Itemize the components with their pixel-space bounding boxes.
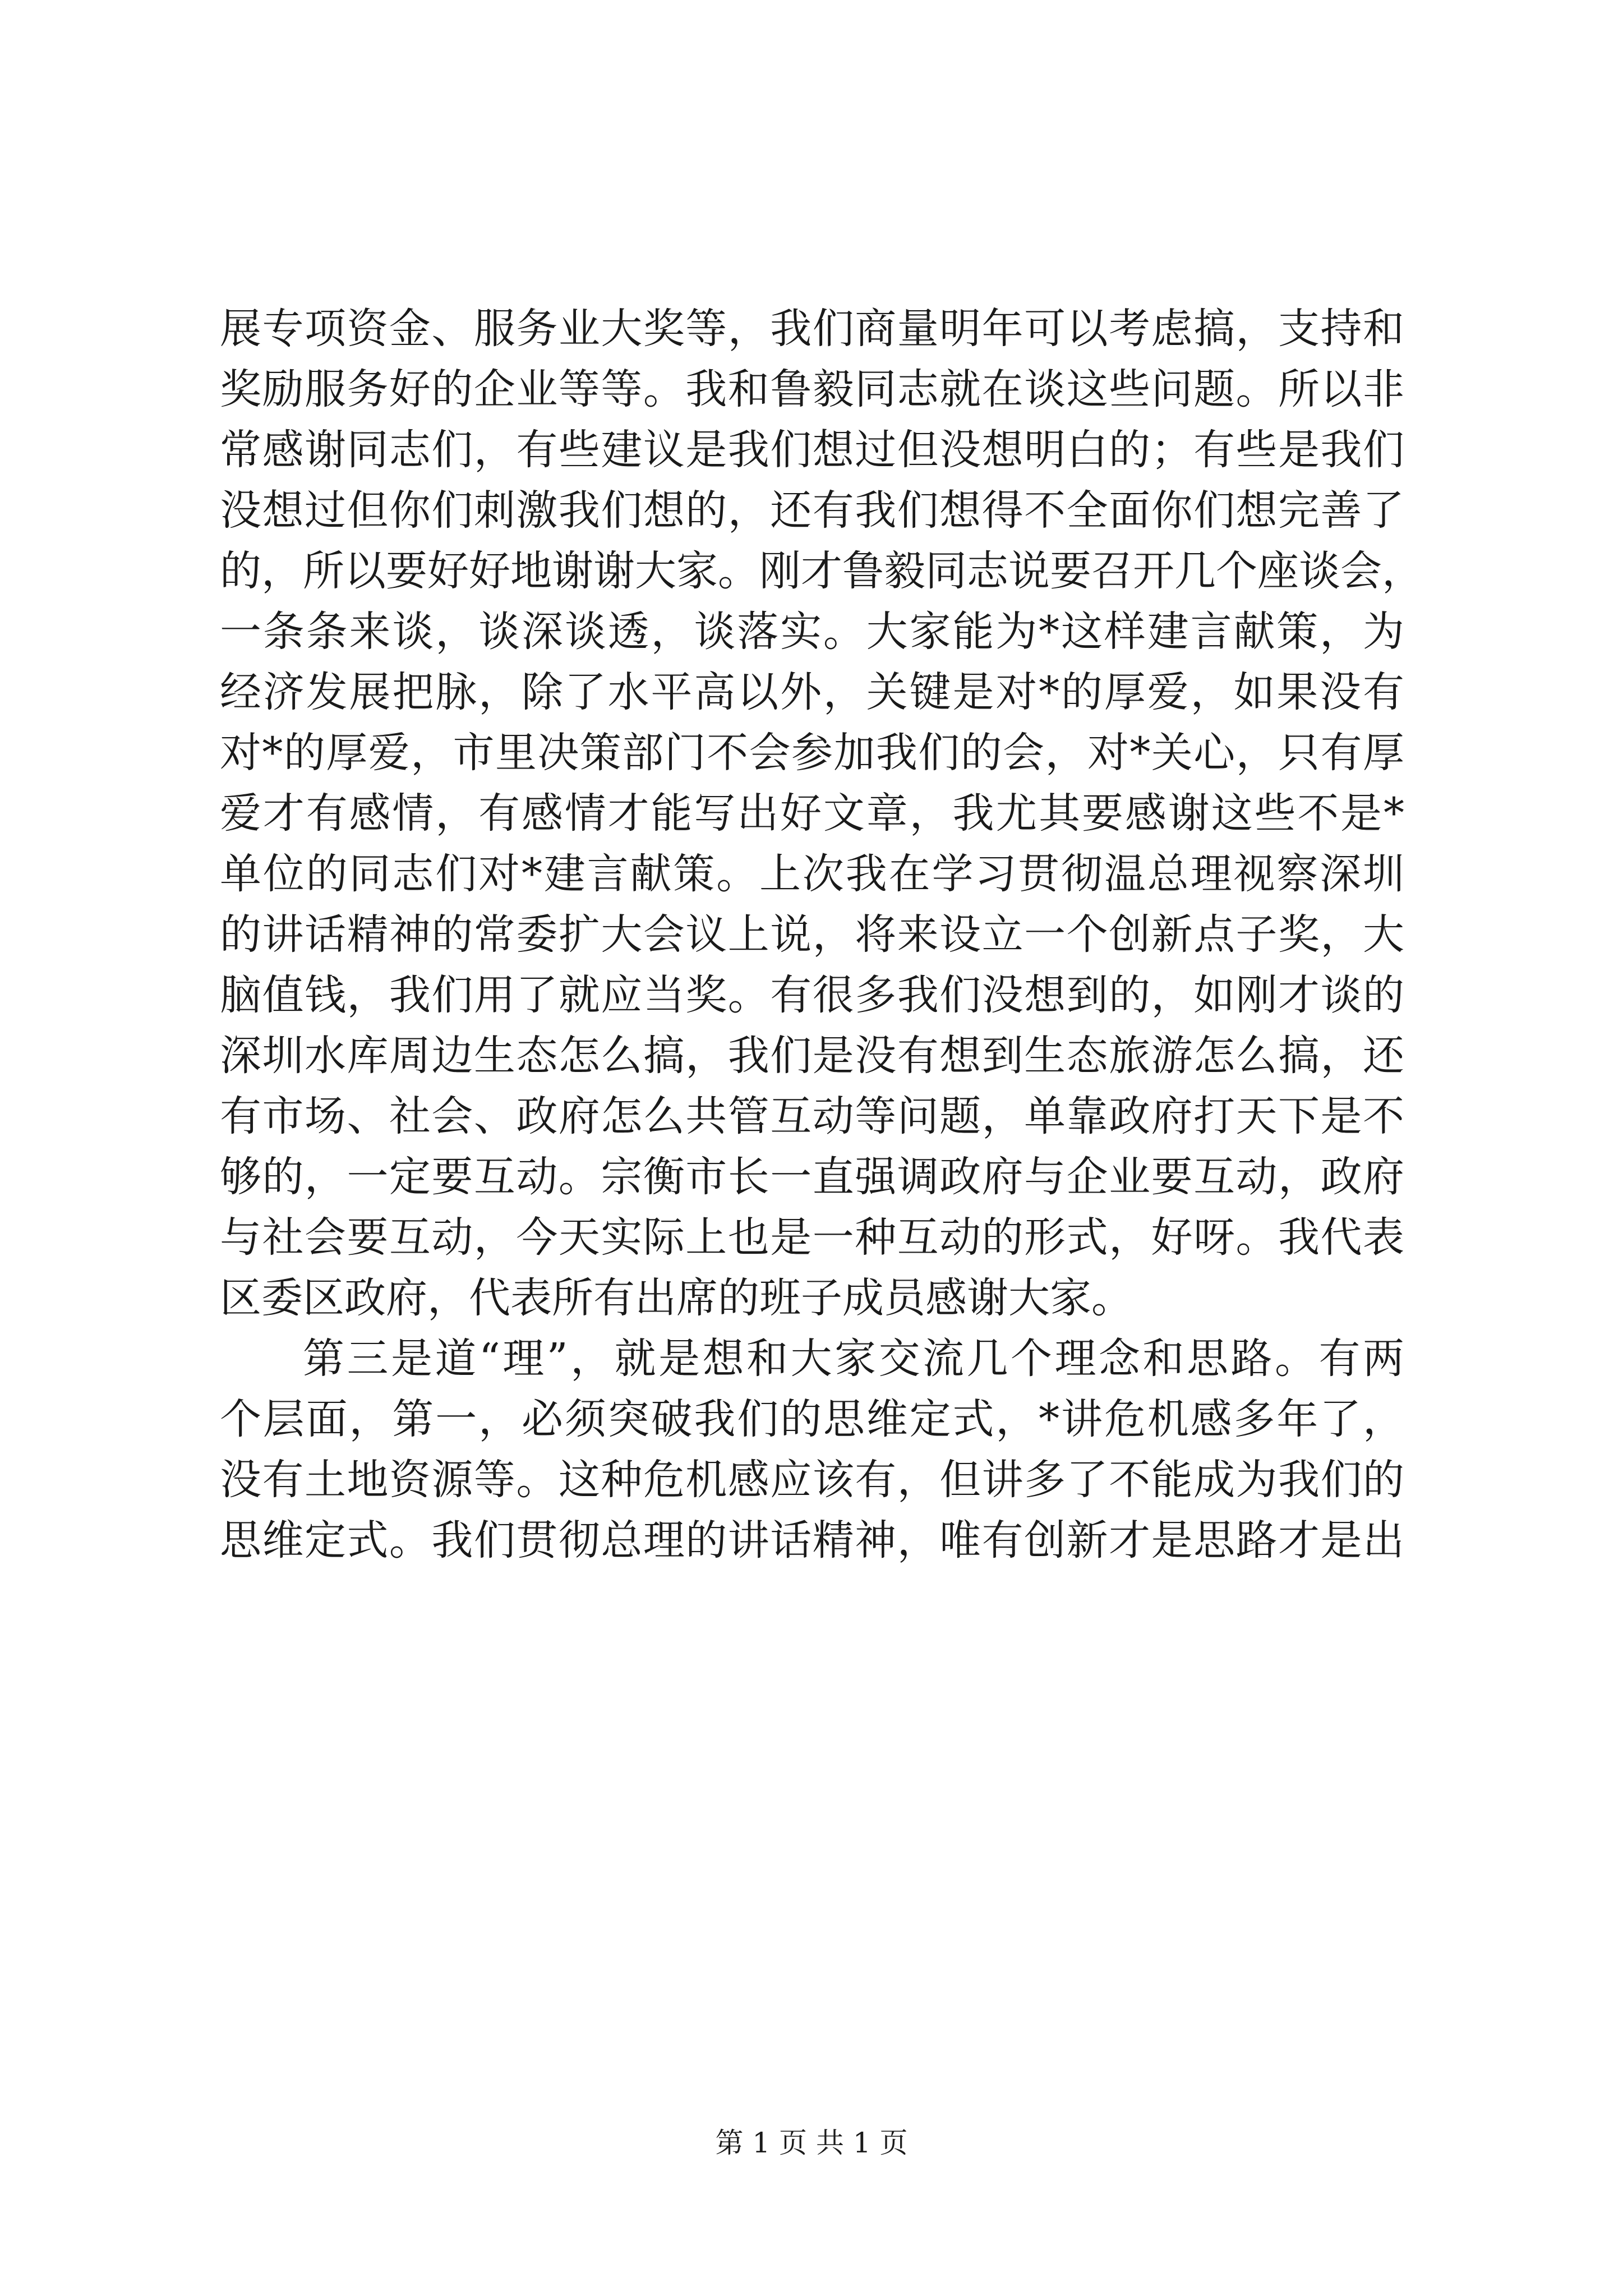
text-line: 单位的同志们对*建言献策。上次我在学习贯彻温总理视察深圳 — [220, 850, 1404, 898]
text-line: 爱才有感情，有感情才能写出好文章，我尤其要感谢这些不是* — [220, 789, 1404, 838]
text-line: 第三是道“理”，就是想和大家交流几个理念和思路。有两 — [303, 1335, 1404, 1383]
text-line: 与社会要互动，今天实际上也是一种互动的形式，好呀。我代表 — [220, 1213, 1404, 1262]
text-line: 个层面，第一，必须突破我们的思维定式，*讲危机感多年了， — [220, 1395, 1404, 1443]
page-footer: 第 1 页 共 1 页 — [715, 2127, 908, 2159]
text-line: 常感谢同志们，有些建议是我们想过但没想明白的；有些是我们 — [220, 426, 1404, 474]
text-line: 没有土地资源等。这种危机感应该有，但讲多了不能成为我们的 — [220, 1456, 1404, 1504]
text-line: 的讲话精神的常委扩大会议上说，将来设立一个创新点子奖，大 — [220, 910, 1404, 959]
text-line: 区委区政府，代表所有出席的班子成员感谢大家。 — [220, 1274, 1133, 1322]
text-line: 深圳水库周边生态怎么搞，我们是没有想到生态旅游怎么搞，还 — [220, 1032, 1404, 1080]
text-line: 的，所以要好好地谢谢大家。刚才鲁毅同志说要召开几个座谈会， — [220, 547, 1423, 595]
text-line: 展专项资金、服务业大奖等，我们商量明年可以考虑搞，支持和 — [220, 305, 1404, 353]
text-line: 有市场、社会、政府怎么共管互动等问题，单靠政府打天下是不 — [220, 1092, 1404, 1140]
text-line: 对*的厚爱，市里决策部门不会参加我们的会，对*关心，只有厚 — [220, 729, 1404, 777]
text-line: 经济发展把脉，除了水平高以外，关键是对*的厚爱，如果没有 — [220, 668, 1404, 716]
text-line: 奖励服务好的企业等等。我和鲁毅同志就在谈这些问题。所以非 — [220, 365, 1404, 413]
text-line: 脑值钱，我们用了就应当奖。有很多我们没想到的，如刚才谈的 — [220, 971, 1404, 1019]
text-line: 没想过但你们刺激我们想的，还有我们想得不全面你们想完善了 — [220, 486, 1404, 535]
text-line: 一条条来谈，谈深谈透，谈落实。大家能为*这样建言献策，为 — [220, 608, 1404, 656]
text-line: 够的，一定要互动。宗衡市长一直强调政府与企业要互动，政府 — [220, 1153, 1404, 1201]
document-body — [220, 298, 1423, 1571]
text-line: 思维定式。我们贯彻总理的讲话精神，唯有创新才是思路才是出 — [220, 1516, 1404, 1565]
